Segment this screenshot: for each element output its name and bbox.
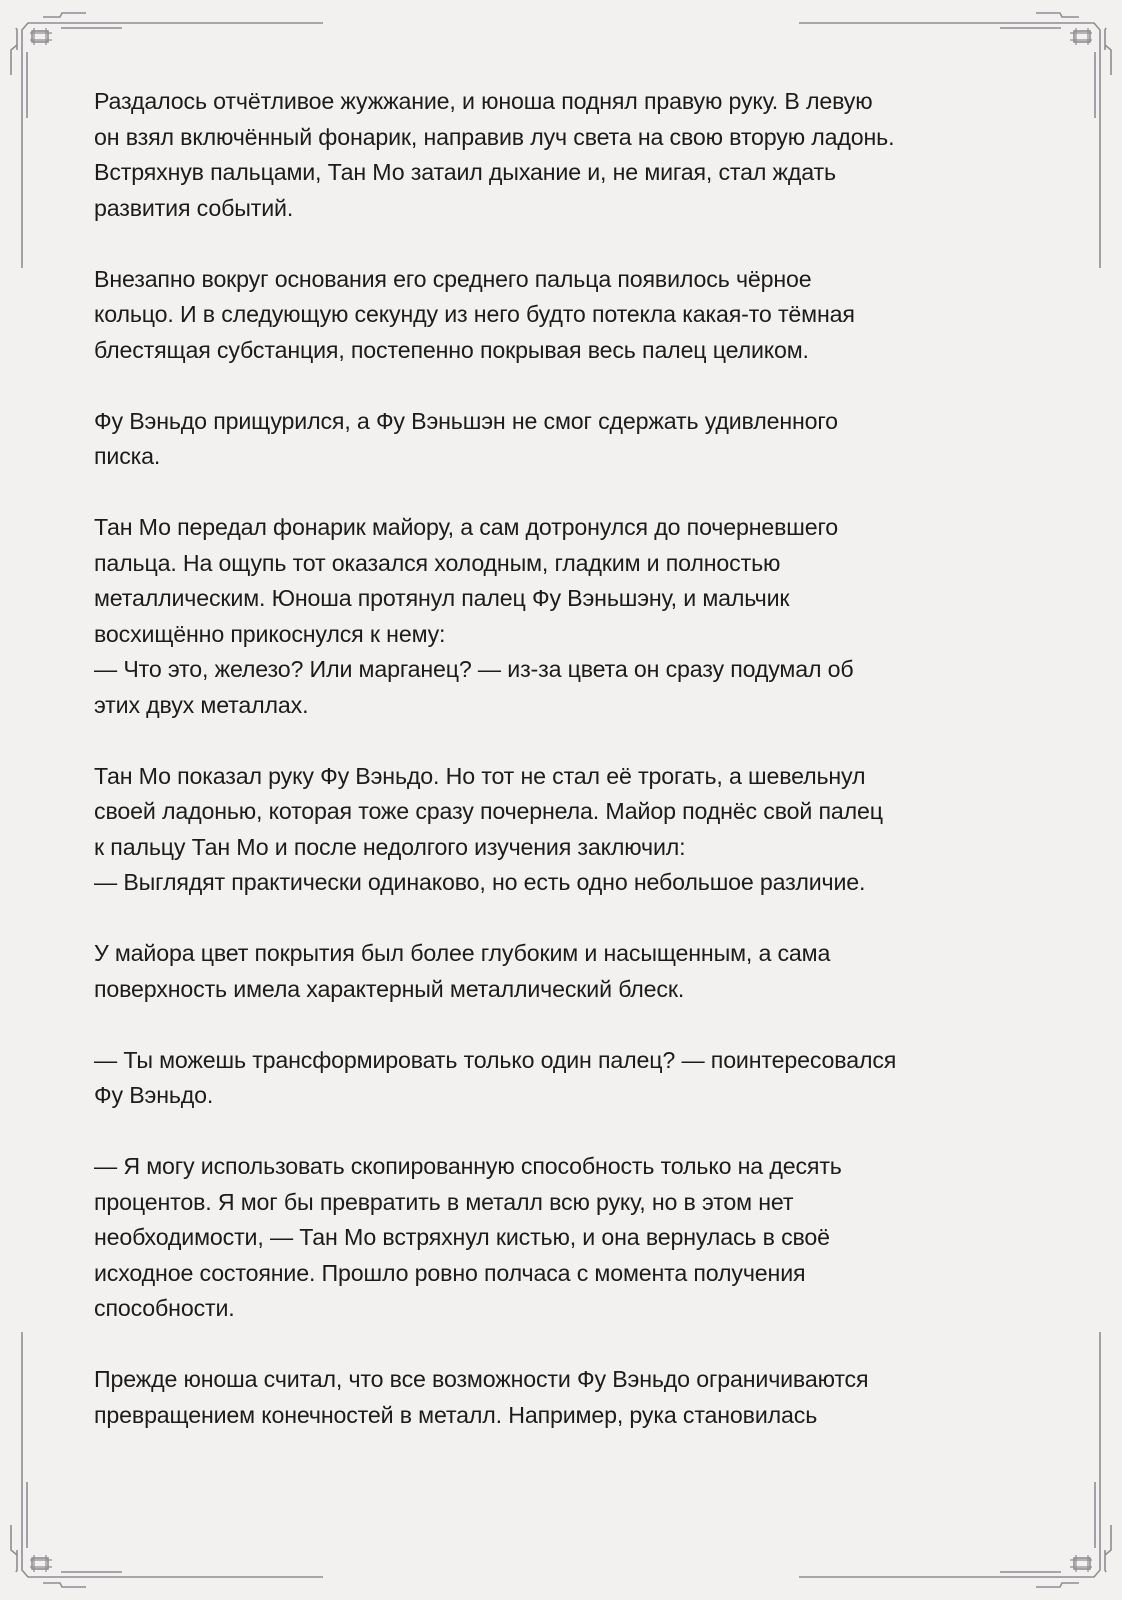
- text-line: Тан Мо показал руку Фу Вэньдо. Но тот не стал её трогать, а шевельнул: [94, 762, 866, 789]
- paragraph: [94, 1362, 1034, 1433]
- text-line: Прежде юноша считал, что все возможности Фу Вэньдо ограничиваются: [94, 1366, 869, 1392]
- paragraph: [94, 510, 1034, 723]
- text-line: У майора цвет покрытия был более глубоким и насыщенным, а сама: [94, 940, 831, 966]
- text-line: Внезапно вокруг основания его среднего пальца появилось чёрное: [94, 265, 812, 292]
- text-line: Встряхнув пальцами, Тан Мо затаил дыхание и, не мигая, стал ждать: [94, 159, 836, 185]
- text-line: Тан Мо передал фонарик майору, а сам дотронулся до почерневшего: [94, 514, 839, 540]
- text-line: превращением конечностей в металл. Например, рука становилась: [94, 1401, 818, 1428]
- text-line: Фу Вэньдо прищурился, а Фу Вэньшэн не смог сдержать удивленного: [94, 407, 838, 434]
- text-line: блестящая субстанция, постепенно покрывая весь палец целиком.: [94, 336, 809, 363]
- paragraph: [94, 262, 1034, 369]
- text-line: восхищённо прикоснулся к нему:: [94, 620, 446, 647]
- text-line: исходное состояние. Прошло ровно полчаса с момента получения: [94, 1259, 806, 1286]
- text-line: писка.: [94, 443, 161, 469]
- text-line: этих двух металлах.: [94, 691, 309, 718]
- paragraph: [94, 936, 1034, 1007]
- text-line: своей ладонью, которая тоже сразу почернела. Майор поднёс свой палец: [94, 798, 883, 824]
- paragraph: [94, 404, 1034, 475]
- text-line: пальца. На ощупь тот оказался холодным, гладким и полностью: [94, 549, 781, 576]
- text-line: поверхность имела характерный металлический блеск.: [94, 975, 685, 1002]
- dialogue-line: — Что это, железо? Или марганец? — из-за цвета он сразу подумал об: [94, 656, 854, 682]
- text-line: Раздалось отчётливое жужжание, и юноша поднял правую руку. В левую: [94, 88, 873, 114]
- dialogue-line: — Я могу использовать скопированную способность только на десять: [94, 1153, 842, 1179]
- text-line: развития событий.: [94, 194, 294, 221]
- text-line: металлическим. Юноша протянул палец Фу Вэньшэну, и мальчик: [94, 585, 790, 611]
- dialogue-line: — Выглядят практически одинаково, но есть одно небольшое различие.: [94, 869, 866, 895]
- text-line: способности.: [94, 1295, 235, 1321]
- text-line: он взял включённый фонарик, направив луч света на свою вторую ладонь.: [94, 123, 895, 150]
- paragraph: [94, 1043, 1034, 1114]
- paragraph: [94, 1149, 1034, 1327]
- text-line: процентов. Я мог бы превратить в металл всю руку, но в этом нет: [94, 1188, 794, 1215]
- paragraph: [94, 759, 1034, 901]
- text-line: необходимости, — Тан Мо встряхнул кистью, и она вернулась в своё: [94, 1224, 830, 1250]
- text-line: к пальцу Тан Мо и после недолгого изучения заключил:: [94, 833, 686, 860]
- text-line: Фу Вэньдо.: [94, 1082, 214, 1108]
- paragraph: [94, 84, 1034, 226]
- document-body: [94, 84, 1034, 1469]
- text-line: кольцо. И в следующую секунду из него будто потекла какая-то тёмная: [94, 301, 855, 327]
- dialogue-line: — Ты можешь трансформировать только один палец? — поинтересовался: [94, 1046, 897, 1073]
